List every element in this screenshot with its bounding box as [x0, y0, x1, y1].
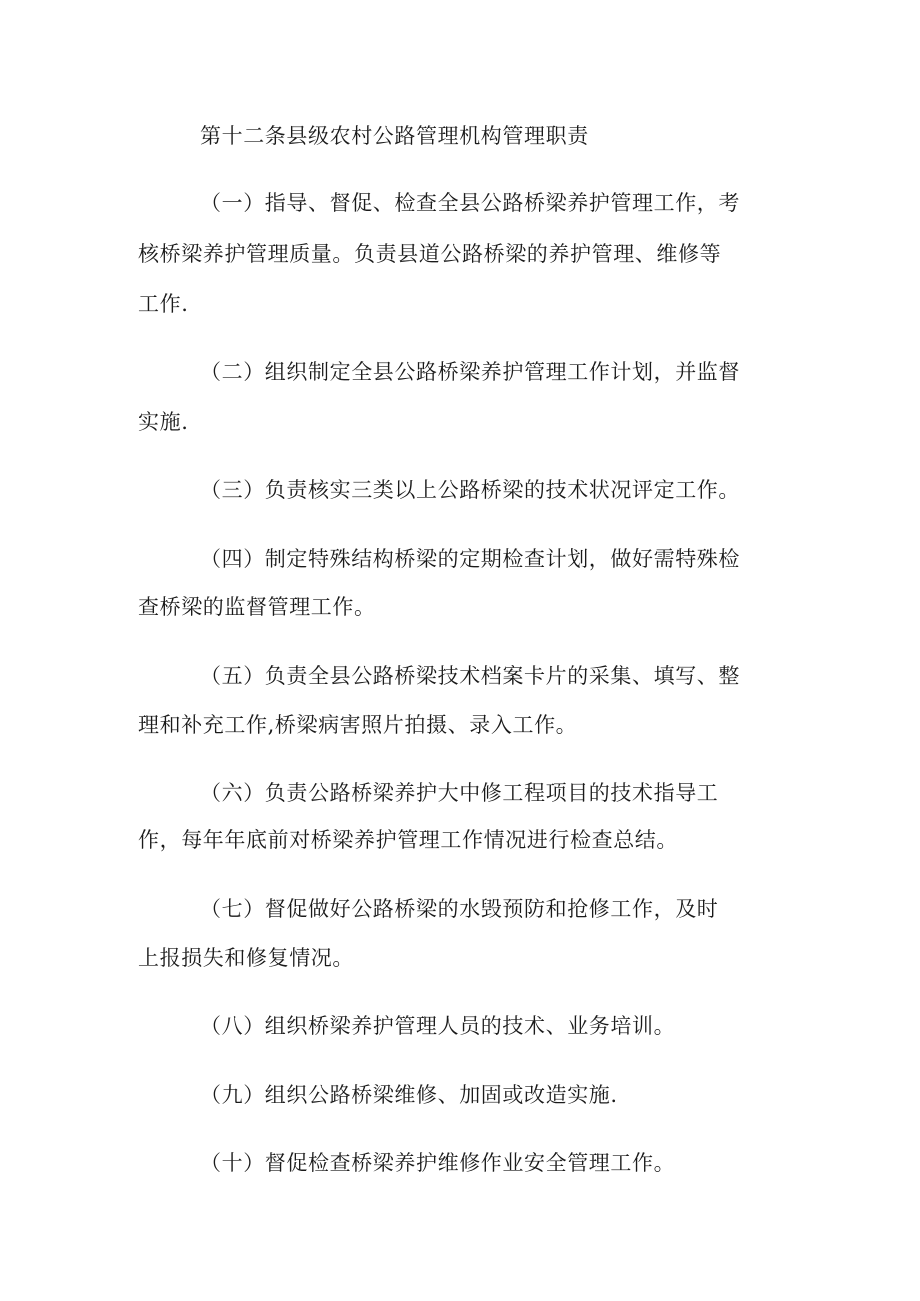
paragraph-line: 理和补充工作,桥梁病害照片拍摄、录入工作。	[138, 713, 578, 737]
paragraph-line: （二）组织制定全县公路桥梁养护管理工作计划，并监督	[200, 360, 740, 384]
paragraph-line: （六）负责公路桥梁养护大中修工程项目的技术指导工	[200, 781, 719, 805]
paragraph-line: 核桥梁养护管理质量。负责县道公路桥梁的养护管理、维修等	[138, 242, 722, 266]
paragraph-line: （四）制定特殊结构桥梁的定期检查计划，做好需特殊检	[200, 547, 740, 571]
paragraph-line: （八）组织桥梁养护管理人员的技术、业务培训。	[200, 1014, 676, 1038]
paragraph-line: 查桥梁的监督管理工作。	[138, 595, 376, 619]
paragraph-line: 作，每年年底前对桥梁养护管理工作情况进行检查总结。	[138, 828, 678, 852]
paragraph-line: （七）督促做好公路桥梁的水毁预防和抢修工作，及时	[200, 897, 719, 921]
paragraph-line: 实施.	[138, 410, 189, 434]
paragraph-line: （十）督促检查桥梁养护维修作业安全管理工作。	[200, 1151, 676, 1175]
paragraph-line: 工作.	[138, 292, 189, 316]
paragraph-line: （五）负责全县公路桥梁技术档案卡片的采集、填写、整	[200, 664, 740, 688]
paragraph-line: 上报损失和修复情况。	[138, 946, 354, 970]
paragraph-line: （一）指导、督促、检查全县公路桥梁养护管理工作，考	[200, 191, 740, 215]
paragraph-line: （九）组织公路桥梁维修、加固或改造实施.	[200, 1083, 618, 1107]
paragraph-line: （三）负责核实三类以上公路桥梁的技术状况评定工作。	[200, 478, 740, 502]
section-heading: 第十二条县级农村公路管理机构管理职责	[200, 124, 589, 148]
